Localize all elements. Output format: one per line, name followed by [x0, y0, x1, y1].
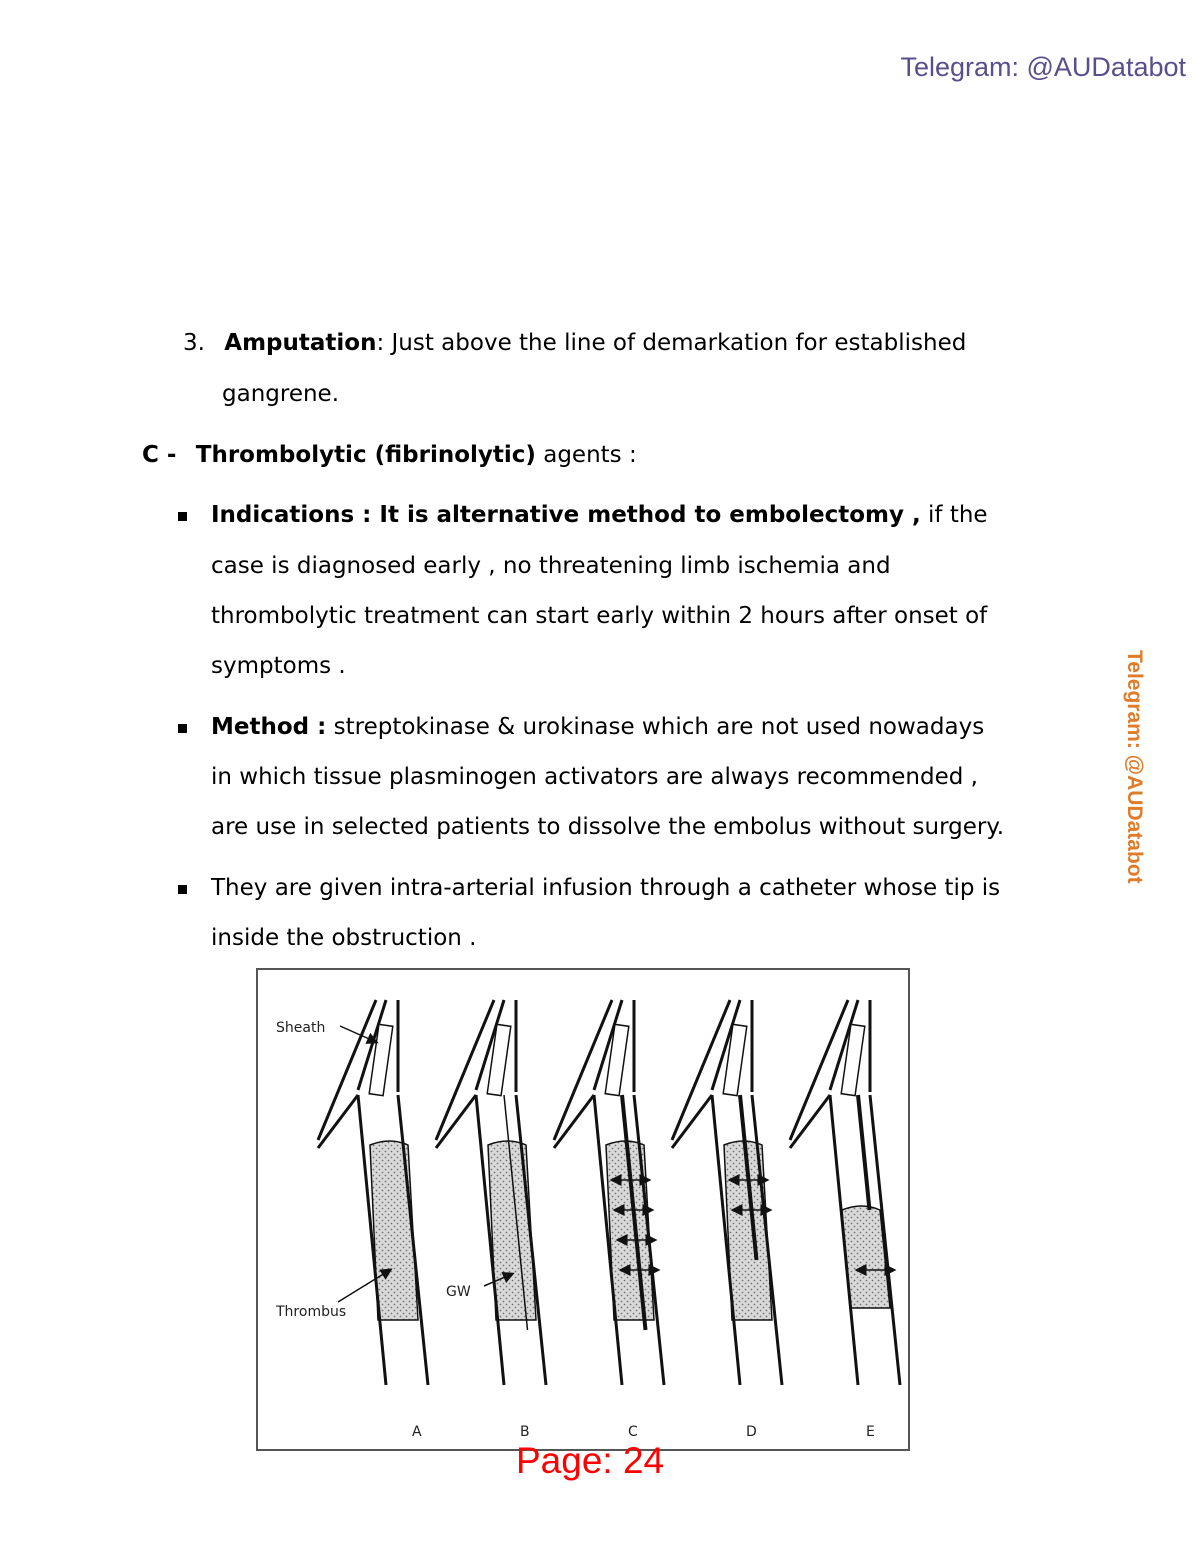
amputation-text-1: : Just above the line of demarkation for established [376, 330, 967, 356]
panel-label-c: C [628, 1424, 638, 1440]
sheath-shape [841, 1024, 865, 1095]
thrombolysis-figure [256, 968, 910, 1451]
panel-label-e: E [866, 1424, 875, 1440]
catheter-shape [858, 1095, 870, 1210]
vessel-panel [790, 1000, 900, 1385]
bullet-marker [178, 724, 187, 733]
indications-bold: Indications : It is alternative method to embolectomy , [211, 502, 921, 528]
indications-line-1 [211, 502, 988, 528]
indications-line-4: symptoms . [211, 653, 346, 679]
thrombolysis-diagram [258, 970, 908, 1449]
section-c-title: Thrombolytic (fibrinolytic) [195, 442, 536, 468]
amputation-line-1 [183, 330, 966, 356]
section-c-suffix: agents : [535, 442, 637, 468]
watermark-top: Telegram: @AUDatabot [900, 52, 1186, 82]
sheath-shape [723, 1024, 747, 1095]
bullet-marker [178, 885, 187, 894]
panel-label-b: B [520, 1424, 530, 1440]
sheath-shape [487, 1024, 511, 1095]
panel-label-d: D [746, 1424, 757, 1440]
method-rest: streptokinase & urokinase which are not used nowadays [326, 714, 985, 740]
indications-rest: if the [920, 502, 988, 528]
infusion-line-1: They are given intra-arterial infusion through a catheter whose tip is [211, 875, 1001, 901]
vessel-branch [318, 1095, 358, 1148]
infusion-line-2: inside the obstruction . [211, 925, 477, 951]
vessel-branch [554, 1000, 612, 1140]
watermark-side: Telegram: @AUDatabot [1123, 650, 1146, 884]
vessel-panel [436, 1000, 546, 1385]
page-number: Page: 24 [516, 1440, 665, 1481]
vessel-branch [318, 1000, 376, 1140]
vessel-branch [436, 1095, 476, 1148]
indications-line-3: thrombolytic treatment can start early within 2 hours after onset of [211, 603, 988, 629]
sheath-shape [605, 1024, 629, 1095]
thrombus-label: Thrombus [276, 1304, 347, 1320]
vessel-branch [554, 1095, 594, 1148]
vessel-branch [672, 1095, 712, 1148]
amputation-number: 3. [183, 330, 205, 356]
method-line-1 [211, 714, 984, 740]
vessel-branch [790, 1095, 830, 1148]
section-c-prefix: C - [142, 442, 177, 468]
sheath-shape [369, 1024, 393, 1095]
section-c-heading [142, 442, 637, 468]
gw-label: GW [446, 1284, 471, 1300]
method-line-3: are use in selected patients to dissolve the embolus without surgery. [211, 814, 1005, 840]
amputation-line-2: gangrene. [222, 381, 340, 407]
vessel-panel [554, 1000, 664, 1385]
method-bold: Method : [211, 714, 327, 740]
vessel-panel [318, 1000, 428, 1385]
vessel-branch [672, 1000, 730, 1140]
method-line-2: in which tissue plasminogen activators are always recommended , [211, 764, 978, 790]
amputation-term: Amputation [224, 330, 377, 356]
vessel-branch [790, 1000, 848, 1140]
indications-line-2: case is diagnosed early , no threatening limb ischemia and [211, 553, 891, 579]
bullet-marker [178, 512, 187, 521]
vessel-panel [672, 1000, 782, 1385]
sheath-label: Sheath [276, 1020, 326, 1036]
vessel-branch [436, 1000, 494, 1140]
panel-label-a: A [412, 1424, 422, 1440]
